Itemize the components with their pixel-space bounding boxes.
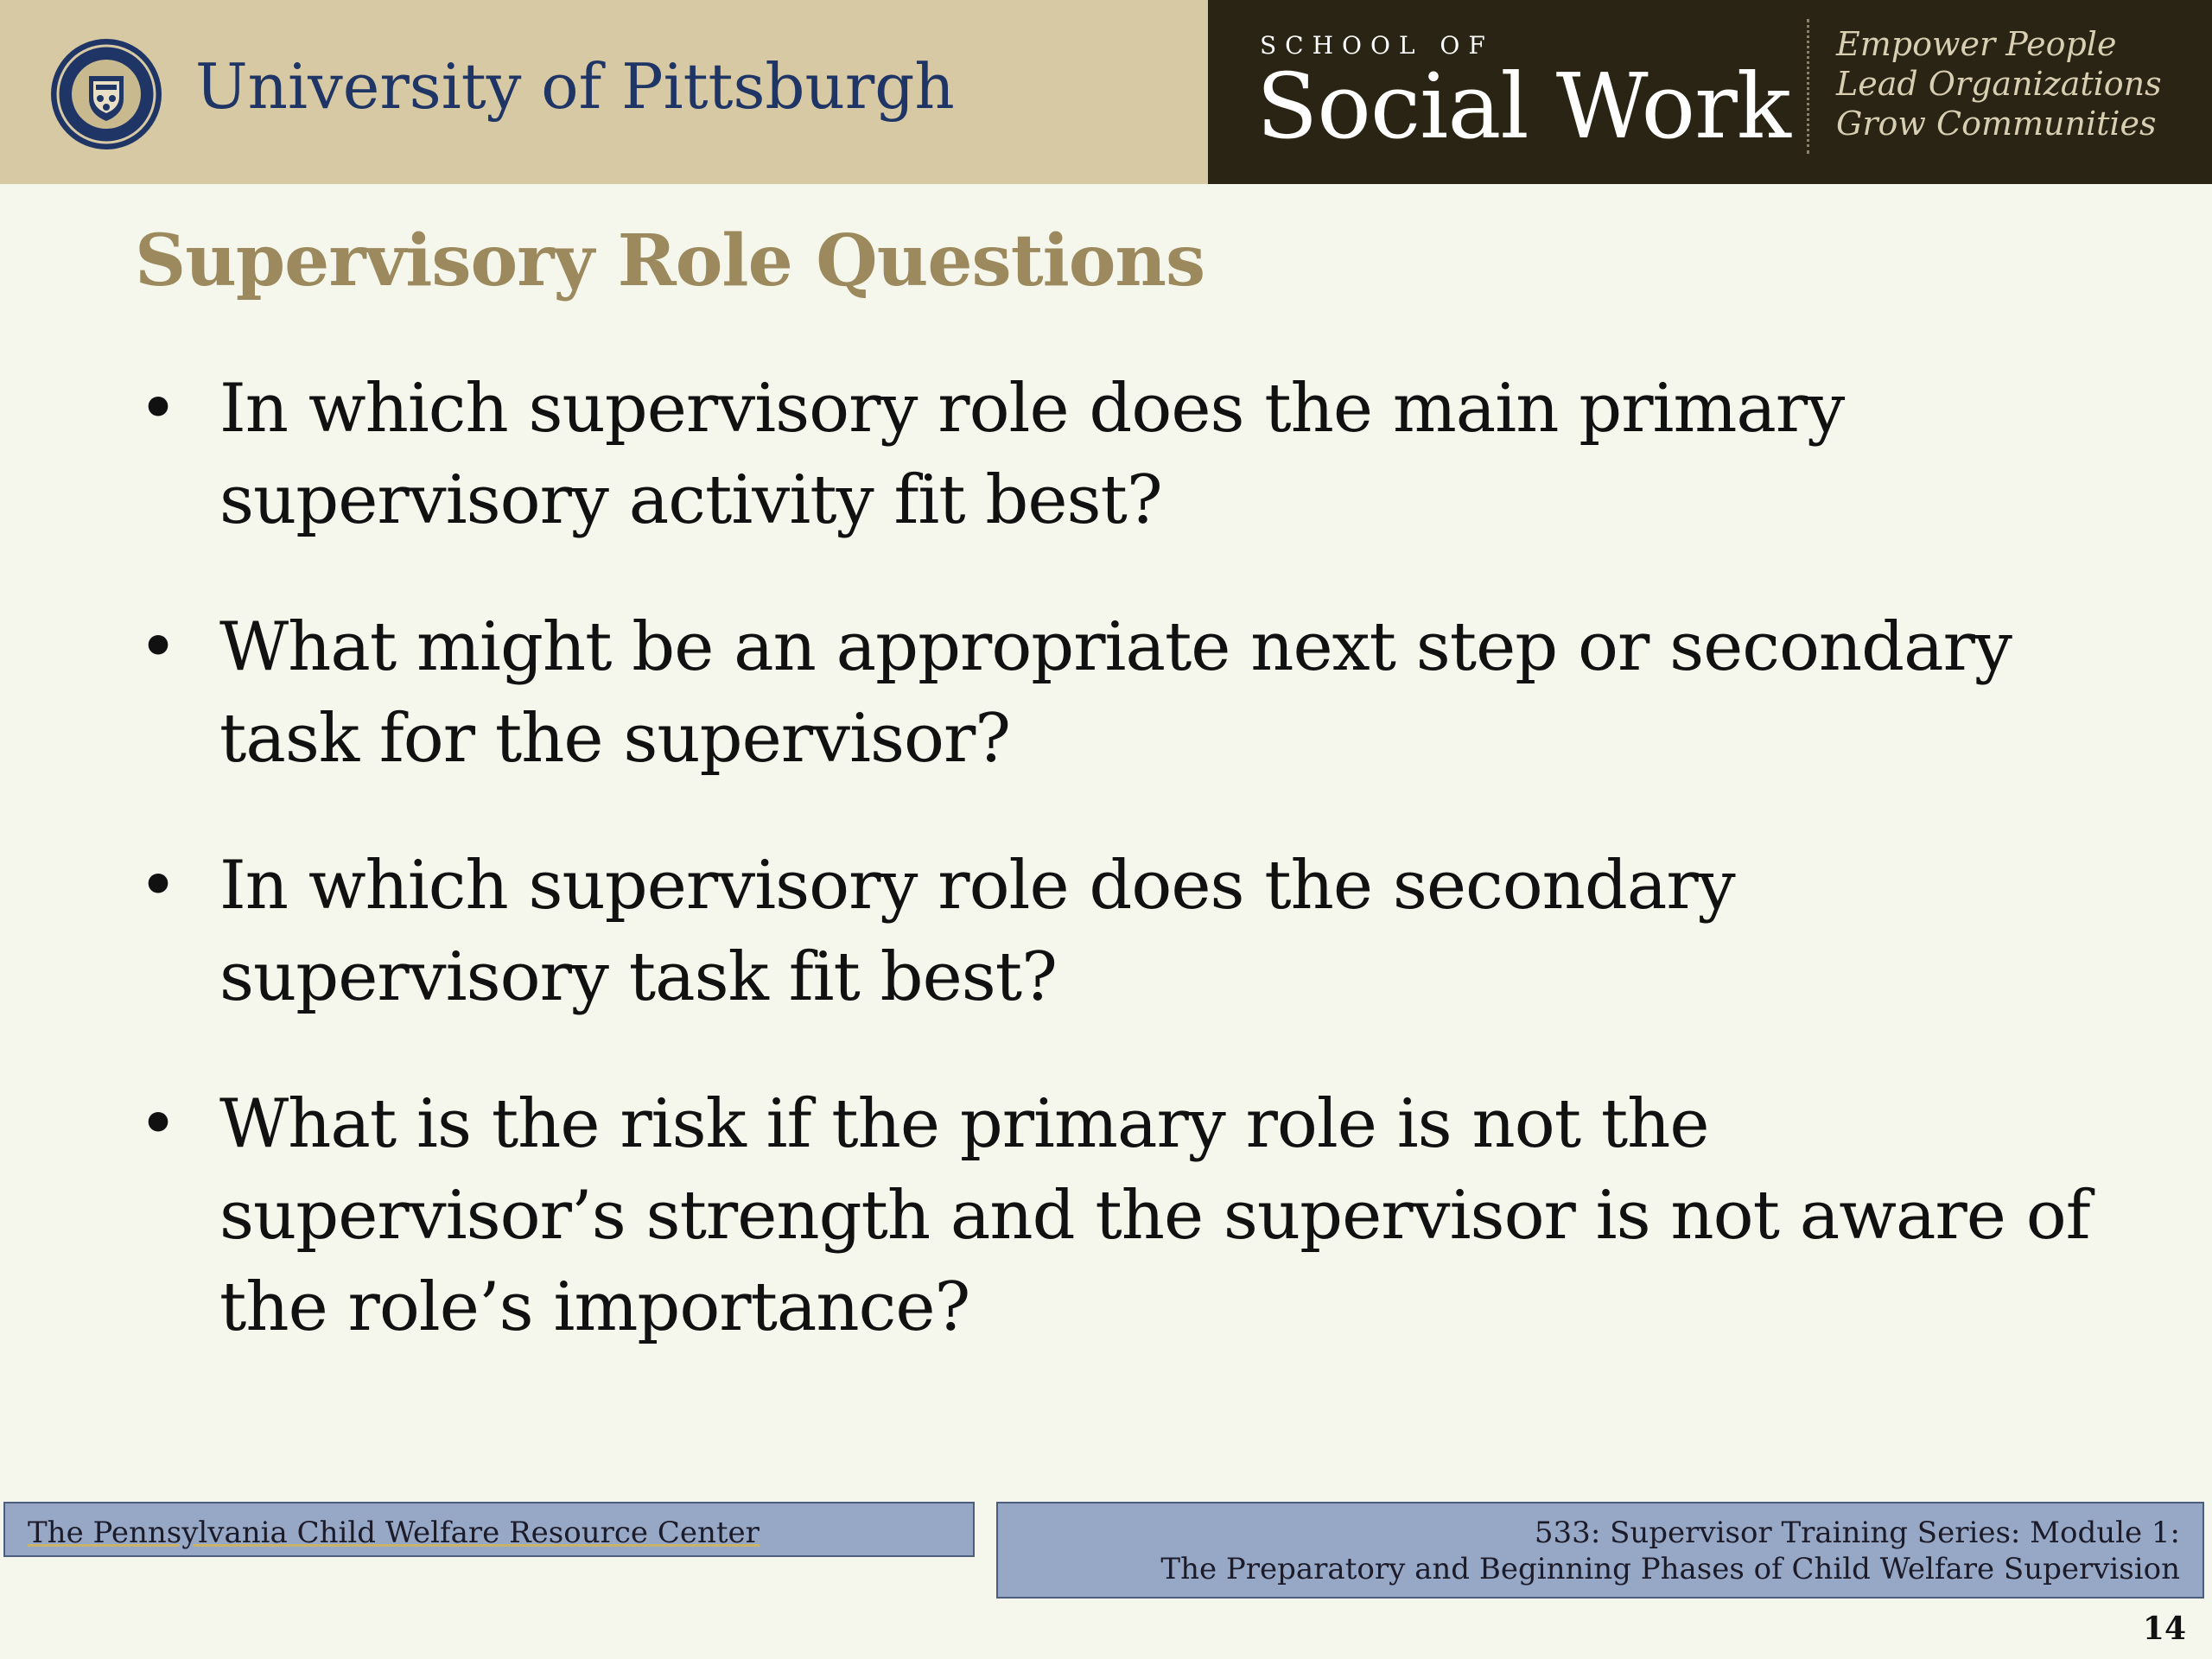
- bullet-item: [130, 601, 2108, 785]
- bullet-text: What is the risk if the primary role is not the supervisor’s strength and the supervisor is not aware of the role’s importance?: [219, 1085, 2090, 1346]
- tagline-divider: [1807, 19, 1809, 154]
- bullet-list: [130, 363, 2108, 1408]
- bullet-item: [130, 363, 2108, 546]
- tagline-empower: Empower People: [1836, 25, 2117, 63]
- tagline-grow: Grow Communities: [1836, 105, 2157, 143]
- bullet-marker: •: [138, 370, 178, 448]
- school-of-label: SCHOOL OF: [1260, 31, 1494, 60]
- university-seal-icon: [48, 36, 164, 152]
- school-name: Social Work: [1256, 54, 1790, 159]
- footer-resource-center-box: [3, 1502, 975, 1557]
- bullet-text: In which supervisory role does the secondary supervisory task fit best?: [219, 847, 1735, 1016]
- footer-course-line-1: 533: Supervisor Training Series: Module 1:: [1534, 1516, 2180, 1550]
- page-number: 14: [2142, 1611, 2186, 1647]
- bullet-item: [130, 840, 2108, 1023]
- bullet-text: In which supervisory role does the main primary supervisory activity fit best?: [219, 370, 1845, 539]
- tagline-block: [1836, 24, 2162, 143]
- bullet-marker: •: [138, 608, 178, 686]
- footer-course-box: [996, 1502, 2204, 1599]
- bullet-marker: •: [138, 847, 178, 925]
- bullet-item: [130, 1078, 2108, 1353]
- bullet-marker: •: [138, 1085, 178, 1163]
- bullet-text: What might be an appropriate next step or secondary task for the supervisor?: [219, 608, 2012, 778]
- tagline-lead: Lead Organizations: [1836, 65, 2162, 103]
- slide-title: Supervisory Role Questions: [135, 219, 1205, 302]
- footer-resource-center-link[interactable]: The Pennsylvania Child Welfare Resource Center: [28, 1516, 760, 1550]
- university-name: University of Pittsburgh: [195, 50, 955, 123]
- footer-course-line-2: The Preparatory and Beginning Phases of Child Welfare Supervision: [1160, 1552, 2180, 1586]
